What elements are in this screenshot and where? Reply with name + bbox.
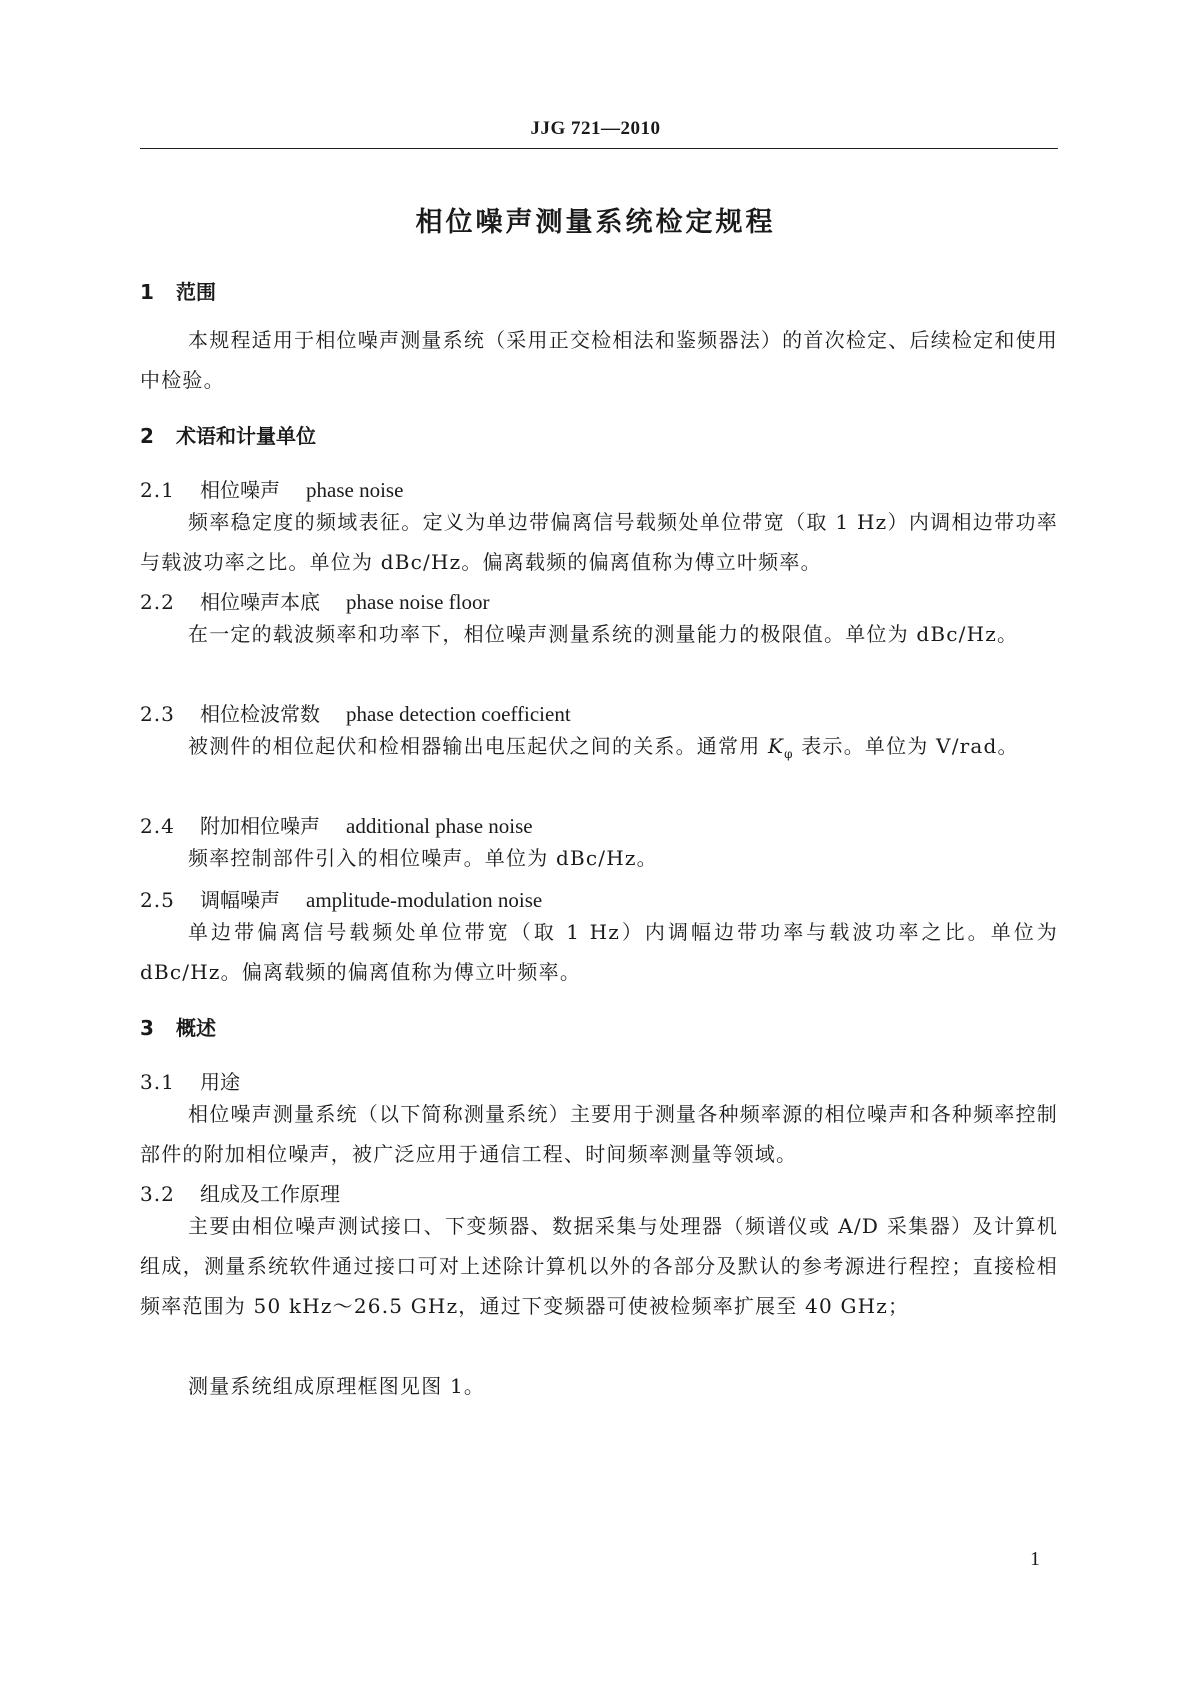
- term-cn: 相位检波常数: [200, 702, 320, 726]
- term-heading-2-2: [140, 586, 489, 615]
- purpose-paragraph: 相位噪声测量系统（以下简称测量系统）主要用于测量各种频率源的相位噪声和各种频率控制部件的附加相位噪声，被广泛应用于通信工程、时间频率测量等领域。: [140, 1102, 1058, 1166]
- term-definition-2-1: 频率稳定度的频域表征。定义为单边带偏离信号载频处单位带宽（取 1 Hz）内调相边带功率与载波功率之比。单位为 dBc/Hz。偏离载频的偏离值称为傅立叶频率。: [140, 510, 1058, 574]
- composition-paragraph: 主要由相位噪声测试接口、下变频器、数据采集与处理器（频谱仪或 A/D 采集器）及计算机组成，测量系统软件通过接口可对上述除计算机以外的各部分及默认的参考源进行程控；直接检相频率范围为 50 kHz～26.5 GHz，通过下变频器可使被检频率扩展至 40 GHz；: [140, 1214, 1058, 1318]
- section-title: 术语和计量单位: [176, 424, 316, 448]
- term-definition-2-4: 频率控制部件引入的相位噪声。单位为 dBc/Hz。: [188, 846, 658, 870]
- subsection-title: 组成及工作原理: [200, 1182, 340, 1206]
- term-en: phase noise floor: [346, 590, 490, 614]
- section-number: 1: [140, 280, 154, 304]
- subsection-heading-3-1: [140, 1066, 240, 1095]
- term-number: 2.4: [140, 814, 175, 838]
- scope-paragraph: 本规程适用于相位噪声测量系统（采用正交检相法和鉴频器法）的首次检定、后续检定和使用中检验。: [140, 328, 1058, 392]
- section-title: 概述: [176, 1016, 216, 1040]
- term-number: 2.1: [140, 478, 175, 502]
- section-title: 范围: [176, 280, 216, 304]
- term-definition-2-5: 单边带偏离信号载频处单位带宽（取 1 Hz）内调幅边带功率与载波功率之比。单位为 dBc/Hz。偏离载频的偏离值称为傅立叶频率。: [140, 920, 1058, 984]
- term-heading-2-5: [140, 884, 542, 913]
- term-en: additional phase noise: [346, 814, 533, 838]
- term-number: 2.2: [140, 590, 175, 614]
- term-heading-2-1: [140, 474, 403, 503]
- definition-text: 表示。单位为 V/rad。: [793, 734, 1019, 758]
- header-rule: [140, 148, 1058, 149]
- section-heading-3: [140, 1012, 216, 1041]
- k-phi-symbol: K: [767, 734, 785, 758]
- term-en: phase noise: [306, 478, 404, 502]
- section-number: 3: [140, 1016, 154, 1040]
- term-cn: 相位噪声本底: [200, 590, 320, 614]
- term-heading-2-4: [140, 810, 533, 839]
- figure-reference-paragraph: 测量系统组成原理框图见图 1。: [188, 1374, 486, 1398]
- section-heading-1: [140, 276, 216, 305]
- page-header: JJG 721—2010: [530, 118, 661, 139]
- term-en: amplitude-modulation noise: [306, 888, 543, 912]
- term-cn: 调幅噪声: [200, 888, 280, 912]
- document-title: 相位噪声测量系统检定规程: [415, 207, 776, 238]
- term-cn: 相位噪声: [200, 478, 280, 502]
- section-number: 2: [140, 424, 154, 448]
- term-en: phase detection coefficient: [346, 702, 571, 726]
- subsection-number: 3.1: [140, 1070, 175, 1094]
- term-heading-2-3: [140, 698, 571, 727]
- term-number: 2.3: [140, 702, 175, 726]
- term-definition-2-2: 在一定的载波频率和功率下，相位噪声测量系统的测量能力的极限值。单位为 dBc/Hz。: [188, 622, 1019, 646]
- subsection-heading-3-2: [140, 1178, 340, 1207]
- term-cn: 附加相位噪声: [200, 814, 320, 838]
- subsection-title: 用途: [200, 1070, 240, 1094]
- section-heading-2: [140, 420, 316, 449]
- term-number: 2.5: [140, 888, 175, 912]
- page-number: 1: [1030, 1548, 1040, 1570]
- definition-text: 被测件的相位起伏和检相器输出电压起伏之间的关系。通常用: [188, 734, 768, 758]
- term-definition-2-3: [140, 726, 1058, 774]
- phi-subscript: φ: [784, 747, 794, 761]
- subsection-number: 3.2: [140, 1182, 175, 1206]
